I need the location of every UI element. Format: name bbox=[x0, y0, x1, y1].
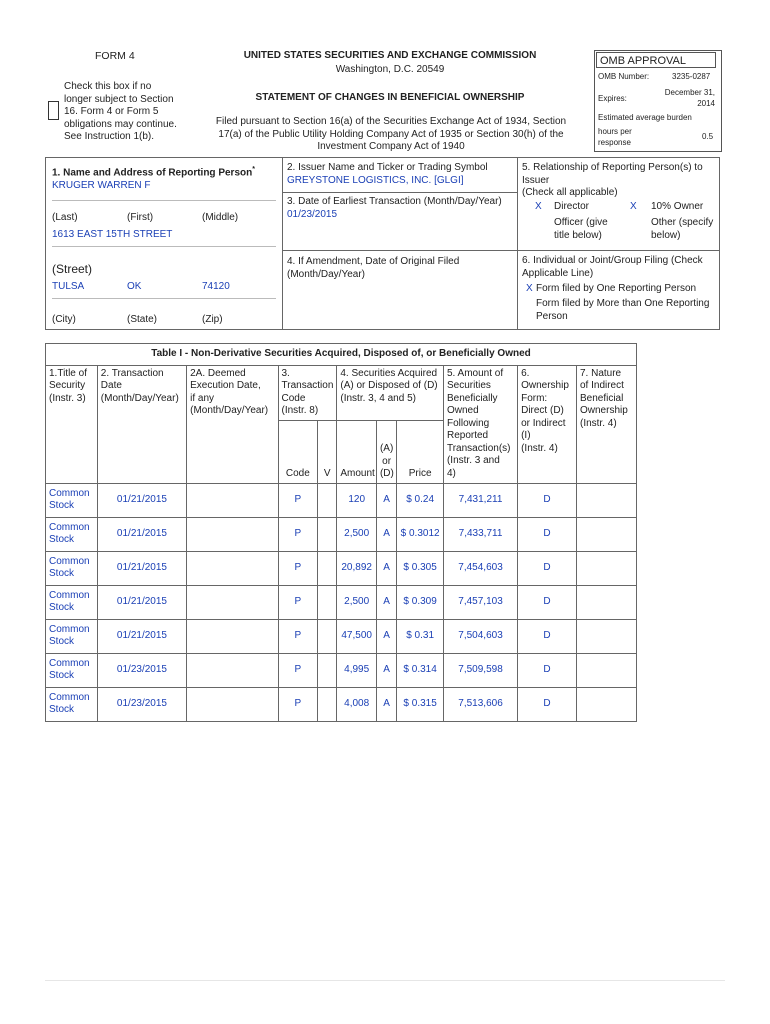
cell-price: $ 0.3012 bbox=[397, 517, 444, 551]
cell-amount-owned: 7,431,211 bbox=[443, 483, 517, 517]
box6-label: 6. Individual or Joint/Group Filing (Check Applicable Line) bbox=[522, 255, 703, 279]
cell-transaction-date: 01/23/2015 bbox=[97, 687, 186, 721]
more-persons-label: Form filed by More than One Reporting Person bbox=[536, 298, 710, 322]
cell-a-or-d: A bbox=[376, 585, 396, 619]
omb-expires: December 31, 2014 bbox=[664, 88, 715, 108]
cell-a-or-d: A bbox=[376, 653, 396, 687]
cell-a-or-d: A bbox=[376, 619, 396, 653]
cell-amount: 47,500 bbox=[337, 619, 377, 653]
cell-transaction-date: 01/23/2015 bbox=[97, 653, 186, 687]
cell-nature bbox=[576, 619, 636, 653]
divider bbox=[52, 200, 276, 201]
cell-security-title: Common Stock bbox=[46, 483, 98, 517]
col-owned-header: 5. Amount of Securities Beneficially Owned Following Reported Transaction(s) (Instr. 3 and 4) bbox=[443, 365, 517, 483]
cell-amount: 120 bbox=[337, 483, 377, 517]
cell-nature bbox=[576, 517, 636, 551]
ten-percent-owner-label: 10% Owner bbox=[651, 201, 704, 212]
cell-amount-owned: 7,509,598 bbox=[443, 653, 517, 687]
table-row bbox=[46, 483, 637, 517]
table-row bbox=[46, 551, 637, 585]
cell-security-title: Common Stock bbox=[46, 585, 98, 619]
omb-hours-label: hours per response bbox=[598, 127, 632, 147]
cell-nature bbox=[576, 653, 636, 687]
cell-price: $ 0.24 bbox=[397, 483, 444, 517]
cell-transaction-date: 01/21/2015 bbox=[97, 483, 186, 517]
check-all-label: (Check all applicable) bbox=[522, 187, 618, 198]
ten-percent-owner-mark: X bbox=[630, 201, 637, 212]
subheader-v: V bbox=[318, 420, 337, 483]
cell-a-or-d: A bbox=[376, 687, 396, 721]
table-row bbox=[46, 687, 637, 721]
cell-v bbox=[318, 653, 337, 687]
cell-transaction-date: 01/21/2015 bbox=[97, 551, 186, 585]
cell-deemed-date bbox=[187, 619, 278, 653]
divider bbox=[52, 298, 276, 299]
cell-transaction-code: P bbox=[278, 687, 318, 721]
form-number: FORM 4 bbox=[95, 50, 135, 62]
cell-security-title: Common Stock bbox=[46, 517, 98, 551]
state-value: OK bbox=[127, 281, 142, 292]
filed-pursuant-text: Filed pursuant to Section 16(a) of the Securities Exchange Act of 1934, Section 17(a) of the Public Utility Holding Company Act of 1935 or Section 30(h) of the Investment Company Act of 1940 bbox=[215, 116, 567, 152]
cell-ownership-form: D bbox=[518, 551, 577, 585]
last-label: (Last) bbox=[52, 212, 78, 223]
cell-a-or-d: A bbox=[376, 517, 396, 551]
cell-transaction-date: 01/21/2015 bbox=[97, 517, 186, 551]
cell-ownership-form: D bbox=[518, 585, 577, 619]
cell-amount: 4,995 bbox=[337, 653, 377, 687]
director-label: Director bbox=[554, 201, 590, 212]
middle-label: (Middle) bbox=[202, 212, 239, 223]
earliest-date: 01/23/2015 bbox=[287, 209, 338, 220]
statement-title: STATEMENT OF CHANGES IN BENEFICIAL OWNERSHIP bbox=[255, 92, 525, 103]
box3-label: 3. Date of Earliest Transaction (Month/Day/Year) bbox=[287, 196, 502, 207]
street-label: (Street) bbox=[52, 262, 93, 276]
table-row bbox=[46, 585, 637, 619]
other-label: Other (specify below) bbox=[651, 217, 714, 241]
cell-deemed-date bbox=[187, 585, 278, 619]
subheader-amount: Amount bbox=[337, 420, 377, 483]
no-longer-subject-checkbox[interactable] bbox=[48, 101, 59, 120]
cell-ownership-form: D bbox=[518, 687, 577, 721]
col-acquired-header: 4. Securities Acquired (A) or Disposed of (D) (Instr. 3, 4 and 5) bbox=[337, 365, 444, 420]
table-non-derivative bbox=[45, 343, 637, 722]
cell-amount: 2,500 bbox=[337, 517, 377, 551]
omb-title: OMB APPROVAL bbox=[596, 52, 716, 68]
cell-amount-owned: 7,504,603 bbox=[443, 619, 517, 653]
box5-label: 5. Relationship of Reporting Person(s) to Issuer bbox=[522, 162, 703, 186]
agency-location: Washington, D.C. 20549 bbox=[335, 64, 445, 75]
street-address: 1613 EAST 15TH STREET bbox=[52, 229, 173, 240]
cell-transaction-code: P bbox=[278, 517, 318, 551]
cell-security-title: Common Stock bbox=[46, 687, 98, 721]
page-footer-divider bbox=[45, 980, 725, 981]
omb-burden-label: Estimated average burden bbox=[598, 113, 692, 122]
cell-ownership-form: D bbox=[518, 483, 577, 517]
cell-security-title: Common Stock bbox=[46, 653, 98, 687]
omb-hours: 0.5 bbox=[702, 132, 714, 141]
col-nature-header: 7. Nature of Indirect Beneficial Ownership (Instr. 4) bbox=[576, 365, 636, 483]
officer-label: Officer (give title below) bbox=[554, 217, 608, 241]
cell-ownership-form: D bbox=[518, 517, 577, 551]
col-code-header: 3. Transaction Code (Instr. 8) bbox=[278, 365, 337, 420]
cell-deemed-date bbox=[187, 551, 278, 585]
subheader-price: Price bbox=[397, 420, 444, 483]
col-title-header: 1.Title of Security (Instr. 3) bbox=[46, 365, 98, 483]
cell-transaction-code: P bbox=[278, 551, 318, 585]
cell-price: $ 0.305 bbox=[397, 551, 444, 585]
cell-amount: 2,500 bbox=[337, 585, 377, 619]
omb-expires-label: Expires: bbox=[598, 94, 627, 103]
reporting-person-name: KRUGER WARREN F bbox=[52, 180, 151, 191]
first-label: (First) bbox=[127, 212, 154, 223]
cell-ownership-form: D bbox=[518, 653, 577, 687]
issuer-name: GREYSTONE LOGISTICS, INC. [GLGI] bbox=[287, 175, 464, 186]
agency-title: UNITED STATES SECURITIES AND EXCHANGE COMMISSION bbox=[243, 50, 537, 61]
col-form-header: 6. Ownership Form: Direct (D) or Indirect (I) (Instr. 4) bbox=[518, 365, 577, 483]
cell-nature bbox=[576, 687, 636, 721]
cell-v bbox=[318, 619, 337, 653]
cell-nature bbox=[576, 483, 636, 517]
table-title: Table I - Non-Derivative Securities Acquired, Disposed of, or Beneficially Owned bbox=[46, 344, 637, 366]
subheader-a-or-d: (A) or (D) bbox=[376, 420, 396, 483]
city-value: TULSA bbox=[52, 281, 85, 292]
table-row bbox=[46, 619, 637, 653]
box2-label: 2. Issuer Name and Ticker or Trading Symbol bbox=[287, 162, 488, 173]
subheader-code: Code bbox=[278, 420, 318, 483]
cell-price: $ 0.315 bbox=[397, 687, 444, 721]
cell-deemed-date bbox=[187, 653, 278, 687]
checkbox-instruction: Check this box if no longer subject to Section 16. Form 4 or Form 5 obligations may continue. See Instruction 1(b). bbox=[64, 81, 177, 142]
omb-number-label: OMB Number: bbox=[598, 72, 650, 81]
cell-v bbox=[318, 517, 337, 551]
cell-transaction-date: 01/21/2015 bbox=[97, 585, 186, 619]
cell-nature bbox=[576, 585, 636, 619]
cell-transaction-date: 01/21/2015 bbox=[97, 619, 186, 653]
cell-price: $ 0.309 bbox=[397, 585, 444, 619]
cell-price: $ 0.31 bbox=[397, 619, 444, 653]
zip-value: 74120 bbox=[202, 281, 230, 292]
cell-amount-owned: 7,513,606 bbox=[443, 687, 517, 721]
cell-v bbox=[318, 551, 337, 585]
zip-label: (Zip) bbox=[202, 314, 223, 325]
cell-v bbox=[318, 483, 337, 517]
cell-v bbox=[318, 585, 337, 619]
cell-a-or-d: A bbox=[376, 551, 396, 585]
table-row bbox=[46, 653, 637, 687]
cell-security-title: Common Stock bbox=[46, 551, 98, 585]
cell-amount: 4,008 bbox=[337, 687, 377, 721]
divider bbox=[52, 246, 276, 247]
cell-v bbox=[318, 687, 337, 721]
cell-deemed-date bbox=[187, 517, 278, 551]
one-person-mark: X bbox=[526, 283, 533, 294]
cell-transaction-code: P bbox=[278, 653, 318, 687]
cell-transaction-code: P bbox=[278, 619, 318, 653]
cell-transaction-code: P bbox=[278, 483, 318, 517]
one-person-label: Form filed by One Reporting Person bbox=[536, 283, 697, 294]
cell-deemed-date bbox=[187, 483, 278, 517]
cell-ownership-form: D bbox=[518, 619, 577, 653]
state-label: (State) bbox=[127, 314, 158, 325]
box1-label: 1. Name and Address of Reporting Person* bbox=[52, 166, 255, 179]
col-deemed-header: 2A. Deemed Execution Date, if any (Month/Day/Year) bbox=[187, 365, 278, 483]
cell-amount-owned: 7,454,603 bbox=[443, 551, 517, 585]
cell-amount-owned: 7,457,103 bbox=[443, 585, 517, 619]
cell-amount-owned: 7,433,711 bbox=[443, 517, 517, 551]
cell-security-title: Common Stock bbox=[46, 619, 98, 653]
cell-deemed-date bbox=[187, 687, 278, 721]
cell-a-or-d: A bbox=[376, 483, 396, 517]
director-mark: X bbox=[535, 201, 542, 212]
city-label: (City) bbox=[52, 314, 76, 325]
cell-amount: 20,892 bbox=[337, 551, 377, 585]
table-row bbox=[46, 517, 637, 551]
box4-label: 4. If Amendment, Date of Original Filed (Month/Day/Year) bbox=[287, 256, 460, 280]
cell-transaction-code: P bbox=[278, 585, 318, 619]
omb-number: 3235-0287 bbox=[672, 72, 711, 81]
cell-nature bbox=[576, 551, 636, 585]
col-date-header: 2. Transaction Date (Month/Day/Year) bbox=[97, 365, 186, 483]
cell-price: $ 0.314 bbox=[397, 653, 444, 687]
